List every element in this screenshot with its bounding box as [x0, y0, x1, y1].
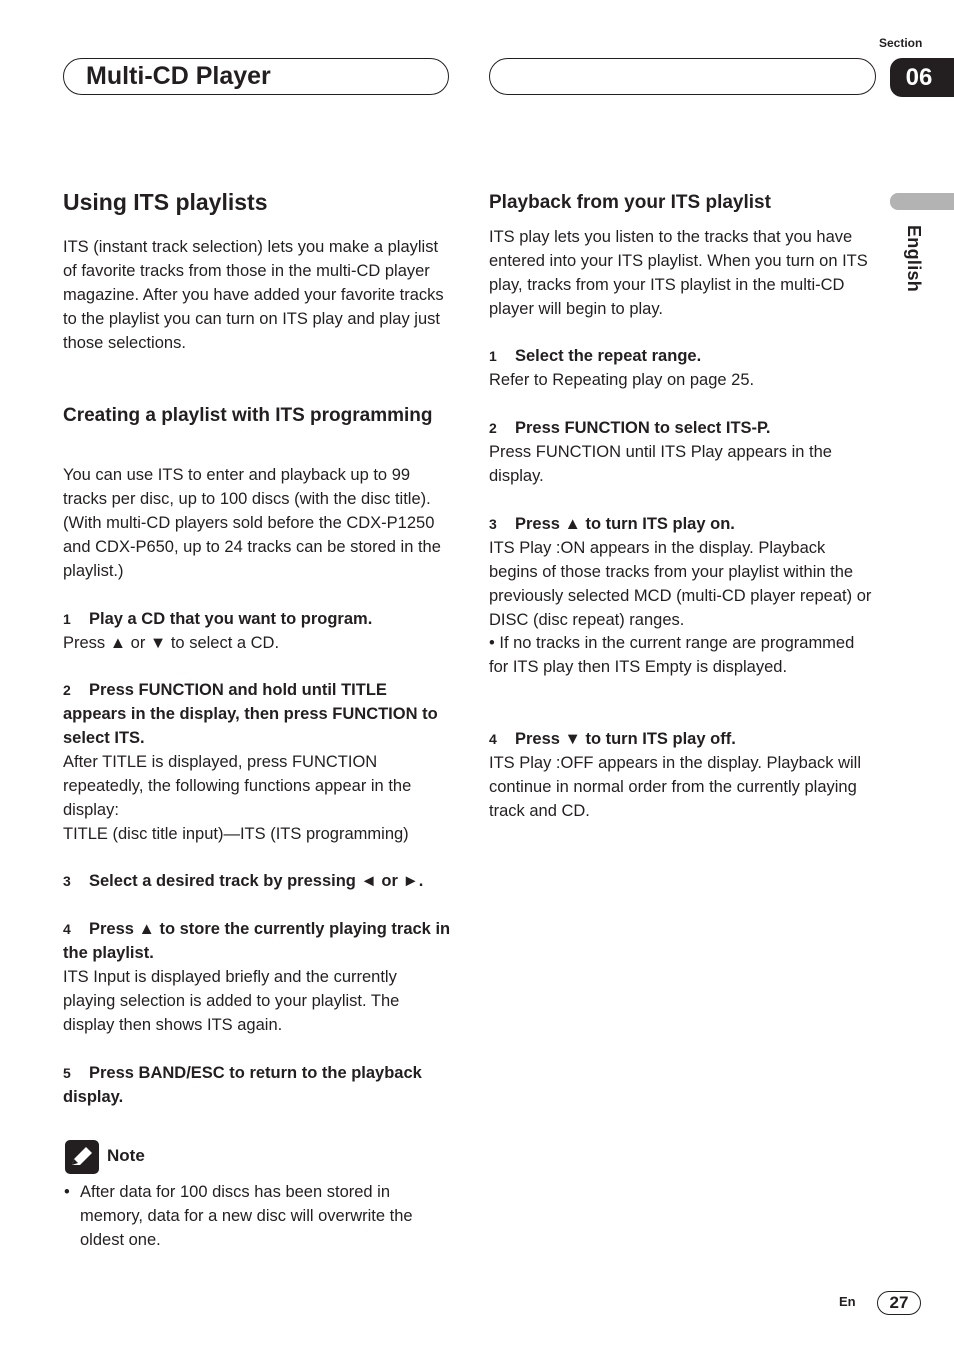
step-text: Select a desired track by pressing ◄ or ►.	[89, 872, 424, 890]
right-step-1-title	[489, 344, 874, 368]
subheading-creating-playlist: Creating a playlist with ITS programming	[63, 405, 433, 426]
step-2-body-functions: TITLE (disc title input)—ITS (ITS programming)	[63, 825, 409, 843]
sub-intro-paragraph: You can use ITS to enter and playback up to 99 tracks per disc, up to 100 discs (with the disc title). (With multi-CD players sold before the CDX-P1250 and CDX-P650, up to 24 tracks can be stored in the playlist.)	[63, 466, 441, 580]
step-text: Play a CD that you want to program.	[89, 610, 373, 628]
blank-header-frame	[489, 58, 876, 95]
step-number: 4	[489, 731, 497, 747]
right-step-2-body: Press FUNCTION until ITS Play appears in the display.	[489, 443, 832, 485]
note-text	[63, 1180, 453, 1252]
step-text: Select the repeat range.	[515, 347, 702, 365]
footer-language: En	[839, 1294, 856, 1309]
section-label: Section	[879, 36, 923, 50]
step-2-title	[63, 678, 453, 750]
right-step-3-bullet: • If no tracks in the current range are programmed for ITS play then ITS Empty is displayed.	[489, 634, 855, 676]
right-step-4-body: ITS Play :OFF appears in the display. Playback will continue in normal order from the currently playing track and CD.	[489, 754, 862, 820]
step-text: Press ▲ to store the currently playing track in the playlist.	[63, 920, 451, 962]
language-tab-bar	[890, 193, 954, 210]
step-2-body: After TITLE is displayed, press FUNCTION repeatedly, the following functions appear in the display:	[63, 753, 412, 819]
note-body: After data for 100 discs has been stored in memory, data for a new disc will overwrite the oldest one.	[80, 1183, 413, 1249]
step-number: 1	[63, 611, 71, 627]
right-intro-paragraph: ITS play lets you listen to the tracks that you have entered into your ITS playlist. When you turn on ITS play, tracks from your ITS playlist in the multi-CD player will begin to play.	[489, 228, 868, 318]
step-4-title	[63, 917, 453, 965]
step-1-title	[63, 607, 453, 631]
right-step-1-body: Refer to Repeating play on page 25.	[489, 371, 755, 389]
step-text: Press BAND/ESC to return to the playback display.	[63, 1064, 422, 1106]
step-number: 5	[63, 1065, 71, 1081]
step-text: Press FUNCTION and hold until TITLE appears in the display, then press FUNCTION to select ITS.	[63, 681, 438, 747]
note-label: Note	[107, 1146, 145, 1165]
bullet-icon: •	[64, 1183, 70, 1201]
page-number: 27	[877, 1291, 921, 1315]
step-3-title	[63, 869, 453, 893]
section-number-tab: 06	[890, 58, 954, 97]
step-text: Press ▲ to turn ITS play on.	[515, 515, 735, 533]
step-number: 3	[63, 873, 71, 889]
heading-playback-its: Playback from your ITS playlist	[489, 192, 771, 213]
step-number: 1	[489, 348, 497, 364]
language-label: English	[904, 225, 924, 293]
step-number: 2	[489, 420, 497, 436]
step-5-title	[63, 1061, 453, 1109]
right-step-3-body: ITS Play :ON appears in the display. Playback begins of those tracks from your playlist within the previously selected MCD (multi-CD player repeat) or DISC (disc repeat) ranges.	[489, 539, 872, 629]
intro-paragraph: ITS (instant track selection) lets you make a playlist of favorite tracks from those in the multi-CD player magazine. After you have added your favorite tracks to the playlist you can turn on ITS play and play just those selections.	[63, 238, 444, 352]
right-step-3-title	[489, 512, 874, 536]
page-title: Multi-CD Player	[86, 62, 271, 90]
heading-using-its: Using ITS playlists	[63, 189, 268, 215]
step-number: 2	[63, 682, 71, 698]
right-step-4-title	[489, 727, 874, 751]
step-number: 4	[63, 921, 71, 937]
step-text: Press ▼ to turn ITS play off.	[515, 730, 736, 748]
step-4-body: ITS Input is displayed briefly and the currently playing selection is added to your playlist. The display then shows ITS again.	[63, 968, 400, 1034]
step-text: Press FUNCTION to select ITS-P.	[515, 419, 771, 437]
step-1-body: Press ▲ or ▼ to select a CD.	[63, 634, 280, 652]
step-number: 3	[489, 516, 497, 532]
right-step-2-title	[489, 416, 874, 440]
note-pencil-icon	[65, 1140, 99, 1174]
